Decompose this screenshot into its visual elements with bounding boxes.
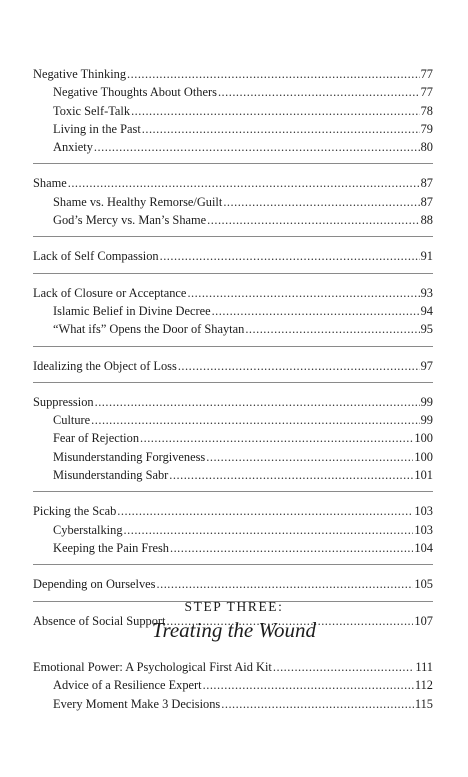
entry-title: Emotional Power: A Psychological First Aid Kit	[33, 660, 272, 674]
step-label: STEP THREE:	[184, 599, 284, 614]
divider	[33, 236, 433, 237]
page-number: 99	[420, 413, 433, 428]
toc-subentry	[33, 466, 433, 484]
toc-subentry	[33, 193, 433, 211]
entry-title: Picking the Scab	[33, 504, 117, 519]
toc-subentry	[33, 521, 433, 539]
entry-title: Anxiety	[53, 140, 93, 155]
dot-leader	[94, 138, 420, 156]
dot-leader	[178, 357, 420, 375]
entry-title: Misunderstanding Sabr	[53, 468, 169, 483]
toc-subentry	[33, 320, 433, 338]
dot-leader	[160, 247, 420, 265]
entry-title: Misunderstanding Forgiveness	[53, 449, 206, 464]
page-number: 105	[414, 577, 433, 592]
section-heading	[0, 598, 468, 643]
entry-title: Absence of Social Support	[33, 613, 166, 628]
page-number: 88	[420, 213, 433, 228]
entry-title: Shame vs. Healthy Remorse/Guilt	[53, 194, 223, 209]
divider	[33, 346, 433, 347]
dot-leader	[221, 695, 414, 713]
page-number: 100	[414, 449, 433, 464]
dot-leader	[131, 102, 420, 120]
table-of-contents	[33, 65, 433, 634]
step-title: Treating the Wound	[151, 618, 317, 642]
toc-subentry	[33, 138, 433, 156]
page-number: 87	[420, 194, 433, 209]
toc-entry	[33, 65, 433, 83]
dot-leader	[140, 429, 413, 447]
dot-leader	[273, 658, 414, 676]
entry-title: Living in the Past	[53, 121, 141, 136]
toc-group	[33, 174, 433, 233]
toc-subentry	[33, 302, 433, 320]
page-number: 103	[414, 522, 433, 537]
divider	[33, 163, 433, 164]
page-number: 115	[414, 696, 433, 711]
toc-group	[33, 357, 433, 379]
page-number: 77	[420, 85, 433, 100]
page-number: 104	[414, 540, 433, 555]
toc-group	[33, 575, 433, 597]
entry-title: Lack of Self Compassion	[33, 249, 159, 264]
dot-leader	[223, 193, 419, 211]
toc-subentry	[33, 411, 433, 429]
entry-title: Culture	[53, 413, 91, 428]
entry-title: Lack of Closure or Acceptance	[33, 285, 187, 300]
entry-title: Fear of Rejection	[53, 431, 140, 446]
divider	[33, 273, 433, 274]
entry-title: Negative Thinking	[33, 67, 127, 81]
entry-title: Idealizing the Object of Loss	[33, 358, 177, 373]
toc-subentry	[33, 539, 433, 557]
dot-leader	[68, 174, 420, 192]
toc-entry	[33, 284, 433, 302]
entry-title: Every Moment Make 3 Decisions	[53, 696, 221, 711]
entry-title: Toxic Self-Talk	[53, 103, 131, 118]
dot-leader	[245, 320, 419, 338]
dot-leader	[95, 393, 420, 411]
toc-group	[33, 502, 433, 561]
toc-entry	[33, 658, 433, 676]
dot-leader	[127, 65, 420, 83]
page-number: 99	[420, 394, 433, 409]
page-number: 107	[414, 613, 433, 628]
dot-leader	[170, 539, 413, 557]
dot-leader	[169, 466, 413, 484]
toc-entry	[33, 174, 433, 192]
entry-title: God’s Mercy vs. Man’s Shame	[53, 213, 207, 228]
toc-group	[33, 393, 433, 488]
toc-entry	[33, 575, 433, 593]
entry-title: Negative Thoughts About Others	[53, 85, 217, 100]
table-of-contents-step-three	[33, 658, 433, 713]
dot-leader	[203, 676, 414, 694]
toc-entry	[33, 357, 433, 375]
toc-subentry	[33, 102, 433, 120]
page-number: 112	[414, 678, 433, 693]
page-number: 95	[420, 322, 433, 337]
toc-entry	[33, 393, 433, 411]
divider	[33, 491, 433, 492]
dot-leader	[142, 120, 420, 138]
entry-title: Shame	[33, 176, 67, 191]
entry-title: Islamic Belief in Divine Decree	[53, 303, 211, 318]
page-number: 77	[420, 67, 433, 81]
toc-subentry	[33, 448, 433, 466]
page-number: 93	[420, 285, 433, 300]
toc-group	[33, 247, 433, 269]
dot-leader	[218, 83, 420, 101]
toc-group	[33, 65, 433, 160]
toc-subentry	[33, 83, 433, 101]
dot-leader	[206, 448, 413, 466]
toc-subentry	[33, 211, 433, 229]
page-number: 101	[414, 468, 433, 483]
page-number: 87	[420, 176, 433, 191]
entry-title: Suppression	[33, 394, 94, 409]
page-number: 79	[420, 121, 433, 136]
entry-title: Keeping the Pain Fresh	[53, 540, 169, 555]
page-number: 78	[420, 103, 433, 118]
entry-title: Cyberstalking	[53, 522, 123, 537]
entry-title: Depending on Ourselves	[33, 577, 156, 592]
entry-title: “What ifs” Opens the Door of Shaytan	[53, 322, 245, 337]
dot-leader	[91, 411, 419, 429]
page-number: 97	[420, 358, 433, 373]
toc-entry	[33, 247, 433, 265]
page-number: 94	[420, 303, 433, 318]
toc-entry	[33, 502, 433, 520]
toc-subentry	[33, 695, 433, 713]
dot-leader	[124, 521, 414, 539]
page-number: 80	[420, 140, 433, 155]
dot-leader	[157, 575, 414, 593]
entry-title: Advice of a Resilience Expert	[53, 678, 202, 693]
page-number: 111	[415, 660, 433, 674]
dot-leader	[187, 284, 419, 302]
dot-leader	[117, 502, 413, 520]
dot-leader	[212, 302, 420, 320]
dot-leader	[207, 211, 419, 229]
page-number: 91	[420, 249, 433, 264]
divider	[33, 564, 433, 565]
page-number: 103	[414, 504, 433, 519]
page-number: 100	[414, 431, 433, 446]
divider	[33, 382, 433, 383]
toc-subentry	[33, 120, 433, 138]
toc-subentry	[33, 676, 433, 694]
toc-subentry	[33, 429, 433, 447]
toc-group	[33, 284, 433, 343]
